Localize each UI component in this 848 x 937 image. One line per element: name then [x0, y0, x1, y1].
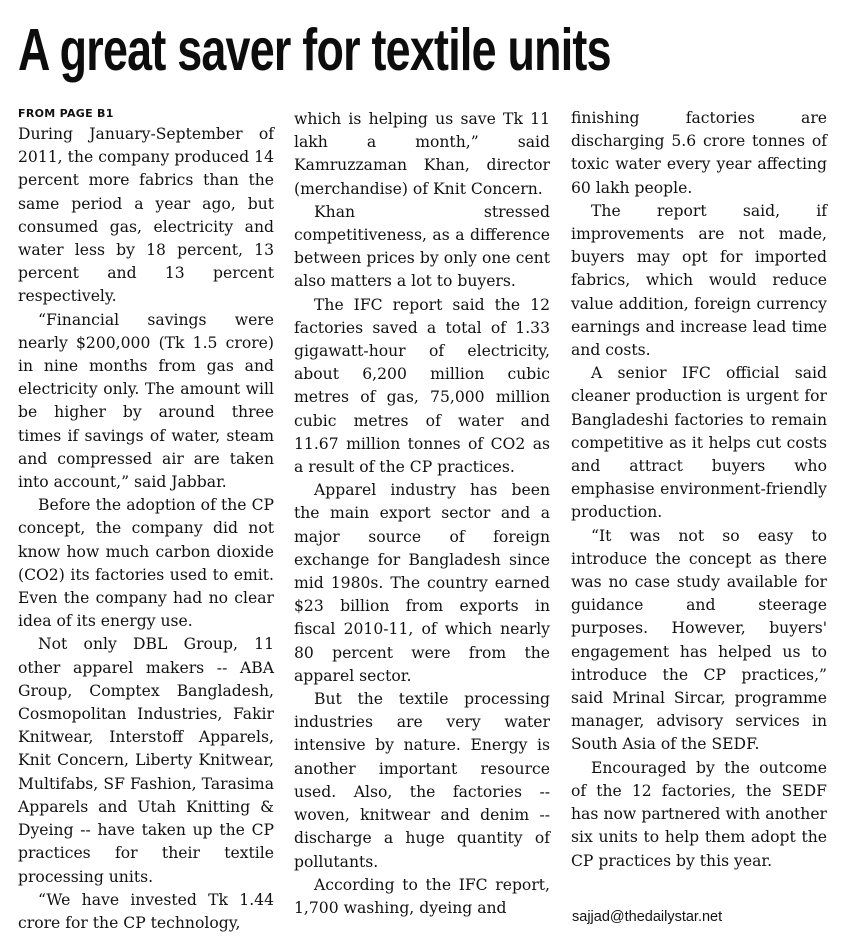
paragraph: According to the IFC report, 1,700 washing, dyeing and [294, 875, 550, 917]
dateline: FROM PAGE B1 [18, 107, 114, 120]
paragraph: The IFC report said the 12 factories saved a total of 1.33 gigawatt-hour of electricity, about 6,200 million cubic metres of gas, 75,000 million cubic metres of water and 11.67 million tonnes of CO2 as a result of the CP practices. [294, 295, 550, 477]
paragraph: During January-September of 2011, the company produced 14 percent more fabrics than the same period a year ago, but consumed gas, electricity and water less by 18 percent, 13 percent and 13 percent respectively. [18, 125, 274, 306]
paragraph: “It was not so easy to introduce the concept as there was no case study available for guidance and steerage purposes. However, buyers' engagement has helped us to introduce the CP practices,” said Mrinal Sircar, programme manager, advisory services in South Asia of the SEDF. [571, 526, 827, 754]
author-email: sajjad@thedailystar.net [572, 909, 723, 925]
paragraph: “We have invested Tk 1.44 crore for the CP technology, [18, 890, 274, 932]
paragraph: which is helping us save Tk 11 lakh a month,” said Kamruzzaman Khan, director (merchandise) of Knit Concern. [294, 110, 550, 198]
paragraph: Before the adoption of the CP concept, the company did not know how much carbon dioxide (CO2) its factories used to emit. Even the company had no clear idea of its energy use. [18, 496, 274, 631]
paragraph: Khan stressed competitiveness, as a difference between prices by only one cent also matters a lot to buyers. [294, 202, 550, 291]
article-column-1 [18, 107, 274, 935]
paragraph: The report said, if improvements are not made, buyers may opt for imported fabrics, which would reduce value addition, foreign currency earnings and increase lead time and costs. [571, 201, 827, 360]
paragraph: “Financial savings were nearly $200,000 (Tk 1.5 crore) in nine months from gas and electricity only. The amount will be higher by around three times if savings of water, steam and compressed air are taken into account,” said Jabbar. [18, 310, 274, 492]
article-column-2 [294, 108, 550, 920]
paragraph: A senior IFC official said cleaner production is urgent for Bangladeshi factories to remain competitive as it helps cut costs and attract buyers who emphasise environment-friendly production. [571, 364, 827, 522]
paragraph: finishing factories are discharging 5.6 crore tonnes of toxic water every year affecting 60 lakh people. [571, 109, 827, 197]
article-column-3 [571, 107, 827, 873]
headline: A great saver for textile units [18, 17, 611, 83]
paragraph: Apparel industry has been the main export sector and a major source of foreign exchange for Bangladesh since mid 1980s. The country earned $23 billion from exports in fiscal 2010-11, of which nearly 80 percent were from the apparel sector. [294, 481, 550, 685]
paragraph: Not only DBL Group, 11 other apparel makers -- ABA Group, Comptex Bangladesh, Cosmopolitan Industries, Fakir Knitwear, Interstoff Apparels, Knit Concern, Liberty Knitwear, Multifabs, SF Fashion, Tarasima Apparels and Utah Knitting & Dyeing -- have taken up the CP practices for their textile processing units. [18, 635, 274, 886]
paragraph: But the textile processing industries are very water intensive by nature. Energy is another important resource used. Also, the factories -- woven, knitwear and denim -- discharge a huge quantity of pollutants. [294, 690, 550, 871]
paragraph: Encouraged by the outcome of the 12 factories, the SEDF has now partnered with another six units to help them adopt the CP practices by this year. [571, 758, 827, 870]
